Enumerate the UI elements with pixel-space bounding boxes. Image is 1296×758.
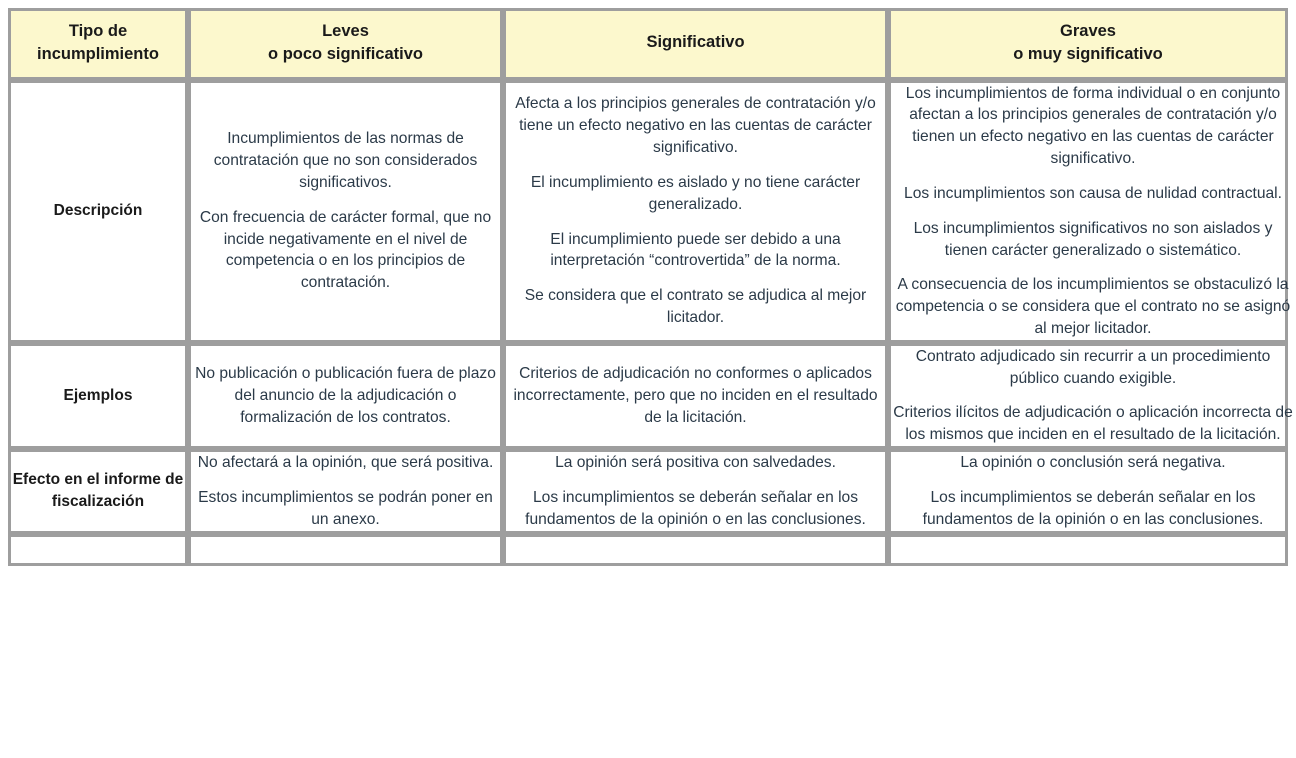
row-label-descripcion: Descripción — [8, 80, 188, 343]
header-leves-line1: Leves — [322, 22, 369, 40]
table-header-row — [8, 8, 1288, 80]
cell-ejemplos-graves — [888, 343, 1293, 449]
table-row — [8, 449, 1288, 533]
header-tipo-line1: Tipo de — [68, 22, 128, 40]
paragraph: Incumplimientos de las normas de contratación que no son considerados significativos. — [213, 130, 478, 191]
paragraph: Criterios de adjudicación no conformes o aplicados incorrectamente, pero que no inciden en el resultado de la licitación. — [513, 365, 878, 426]
cell-descripcion-graves — [888, 80, 1291, 343]
header-leves-line2: o poco significativo — [268, 44, 423, 63]
incumplimientos-table — [8, 8, 1293, 566]
paragraph: Los incumplimientos significativos no son aislados y tienen carácter generalizado o sistemático. — [913, 219, 1273, 259]
header-cell-leves — [188, 8, 503, 80]
header-cell-tipo — [8, 8, 188, 80]
header-tipo-line2: incumplimiento — [37, 44, 159, 63]
paragraph: Estos incumplimientos se podrán poner en un anexo. — [198, 488, 493, 528]
paragraph: Afecta a los principios generales de contratación y/o tiene un efecto negativo en las cuentas de carácter significativo. — [515, 95, 876, 157]
paragraph: El incumplimiento es aislado y no tiene carácter generalizado. — [530, 173, 861, 213]
row-label-efecto: Efecto en el informe de fiscalización — [8, 449, 188, 533]
paragraph: La opinión será positiva con salvedades. — [555, 454, 836, 472]
table-row-partial-clipped — [8, 534, 1288, 566]
paragraph: El incumplimiento puede ser debido a una interpretación “controvertida” de la norma. — [550, 230, 841, 270]
paragraph: Con frecuencia de carácter formal, que no incide negativamente en el nivel de competencia o en los principios de contratación. — [199, 208, 492, 292]
paragraph: Los incumplimientos se deberán señalar en los fundamentos de la opinión o en las conclusiones. — [922, 488, 1264, 528]
paragraph: Se considera que el contrato se adjudica al mejor licitador. — [524, 287, 867, 327]
cell-efecto-leves — [188, 449, 503, 533]
cell-partial-1 — [8, 534, 188, 566]
paragraph: Los incumplimientos de forma individual o en conjunto afectan a los principios generales de contratación y/o tienen un efecto negativo en las cuentas de carácter significativo. — [905, 84, 1281, 168]
paragraph: No publicación o publicación fuera de plazo del anuncio de la adjudicación o formalización de los contratos. — [195, 365, 496, 426]
paragraph: Los incumplimientos son causa de nulidad contractual. — [904, 184, 1282, 202]
paragraph: Criterios ilícitos de adjudicación o aplicación incorrecta de los mismos que inciden en el resultado de la licitación. — [893, 404, 1293, 444]
paragraph: A consecuencia de los incumplimientos se obstaculizó la competencia o se considera que el contrato no se asignó al mejor licitador. — [895, 276, 1291, 337]
header-graves-line2: o muy significativo — [1013, 44, 1163, 63]
header-cell-significativo — [503, 8, 888, 80]
paragraph: Contrato adjudicado sin recurrir a un procedimiento público cuando exigible. — [915, 347, 1271, 387]
cell-efecto-significativo — [503, 449, 888, 533]
cell-efecto-graves — [888, 449, 1288, 533]
table-row — [8, 80, 1288, 343]
header-graves-line1: Graves — [1060, 22, 1116, 40]
cell-descripcion-leves — [188, 80, 503, 343]
cell-partial-2 — [188, 534, 503, 566]
paragraph: La opinión o conclusión será negativa. — [960, 454, 1226, 472]
paragraph: No afectará a la opinión, que será positiva. — [197, 454, 494, 472]
cell-ejemplos-leves — [188, 343, 503, 449]
paragraph: Los incumplimientos se deberán señalar en los fundamentos de la opinión o en las conclusiones. — [525, 488, 866, 528]
table-row — [8, 343, 1288, 449]
cell-ejemplos-significativo — [503, 343, 888, 449]
header-significativo-line1: Significativo — [646, 33, 745, 52]
cell-partial-3 — [503, 534, 888, 566]
cell-descripcion-significativo — [503, 80, 888, 343]
row-label-ejemplos: Ejemplos — [8, 343, 188, 449]
header-cell-graves — [888, 8, 1288, 80]
cell-partial-4 — [888, 534, 1288, 566]
